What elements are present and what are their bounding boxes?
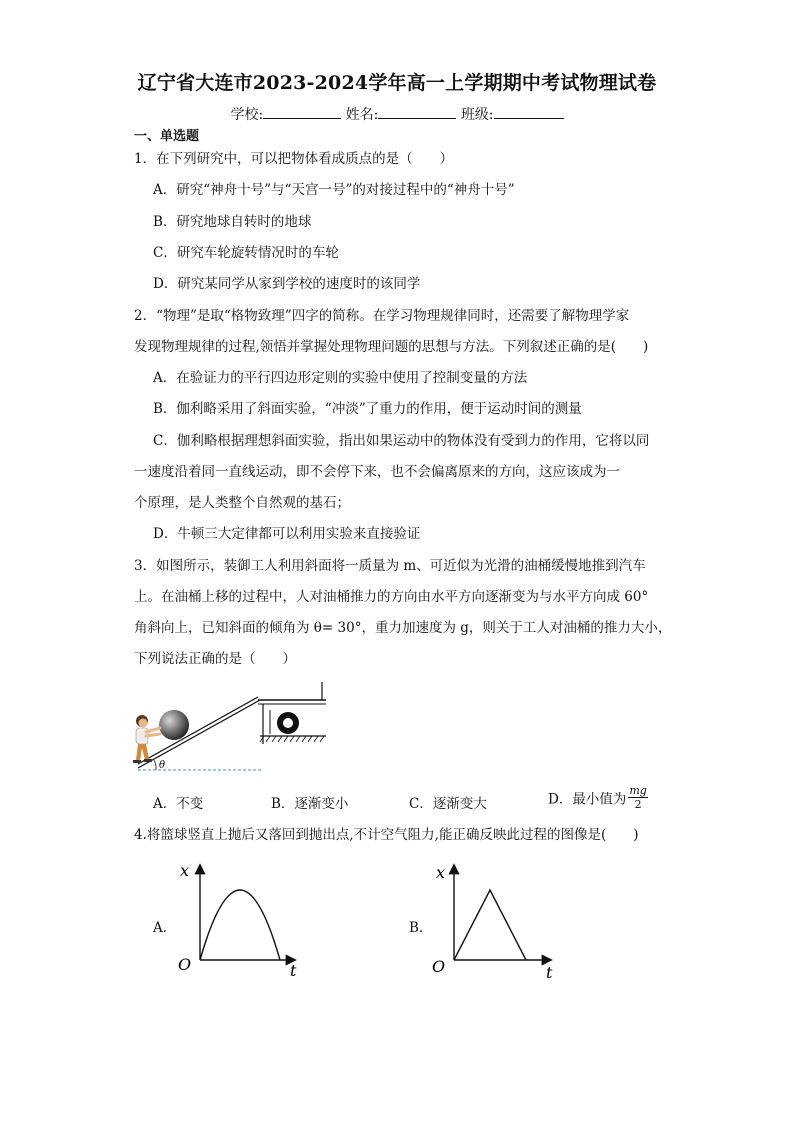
q4-graph-a [172, 858, 307, 983]
truck-wheel-hub [283, 718, 293, 728]
class-blank[interactable] [494, 104, 564, 119]
q3-stem-line-3: 角斜向上，已知斜面的倾角为 θ= 30°，重力加速度为 g，则关于工人对油桶的推力大小， [134, 620, 672, 636]
q2-option-d[interactable]: D．牛顿三大定律都可以利用实验来直接验证 [153, 526, 421, 542]
class-label: 班级: [460, 107, 494, 123]
q3-stem-line-4: 下列说法正确的是（ ） [134, 651, 296, 667]
worker-figure [133, 715, 160, 763]
q3-stem-line-2: 上。在油桶上移的过程中，人对油桶推力的方向由水平方向逐渐变为与水平方向成 60° [134, 589, 649, 605]
q4-stem: 4.将篮球竖直上抛后又落回到抛出点,不计空气阻力,能正确反映此过程的图像是( ) [134, 827, 639, 843]
school-blank[interactable] [263, 104, 341, 119]
graph-b-x-label: t [546, 963, 553, 982]
q2-stem-line-2: 发现物理规律的过程,领悟并掌握处理物理问题的思想与方法。下列叙述正确的是( ) [134, 339, 649, 355]
graph-b-y-label: x [436, 863, 446, 882]
q2-option-c-line-2: 一速度沿着同一直线运动，即不会停下来，也不会偏离原来的方向，这应该成为一 [134, 464, 620, 480]
name-label: 姓名: [345, 107, 379, 123]
name-blank[interactable] [378, 104, 456, 119]
q2-option-c-line-1[interactable]: C．伽利略根据理想斜面实验，指出如果运动中的物体没有受到力的作用，它将以同 [153, 433, 650, 449]
q3-option-c[interactable]: C．逐渐变大 [409, 796, 487, 812]
q1-option-c[interactable]: C．研究车轮旋转情况时的车轮 [153, 245, 339, 261]
angle-arc [154, 760, 156, 770]
truck-ground-hatching [260, 736, 324, 742]
q1-option-a[interactable]: A．研究“神舟十号”与“天宫一号”的对接过程中的“神舟十号” [153, 182, 515, 198]
q4-option-b-label[interactable]: B． [409, 920, 433, 936]
student-info-line [0, 104, 794, 124]
q4-option-a-label[interactable]: A． [153, 920, 177, 936]
q3-option-d-text: D．最小值为 [548, 791, 627, 808]
angle-theta-label: θ [159, 760, 166, 771]
graph-a-x-label: t [290, 961, 297, 980]
school-label: 学校: [230, 107, 264, 123]
q2-option-a[interactable]: A．在验证力的平行四边形定则的实验中使用了控制变量的方法 [153, 370, 528, 386]
graph-a-y-label: x [180, 861, 190, 880]
q3-option-d-fraction [628, 784, 647, 811]
fraction-numerator: mg [629, 784, 647, 797]
q3-incline-diagram [130, 678, 335, 778]
q2-option-b[interactable]: B．伽利略采用了斜面实验，“冲淡”了重力的作用，便于运动时间的测量 [153, 401, 582, 417]
graph-a-parabola-curve [200, 890, 280, 960]
q1-option-d[interactable]: D．研究某同学从家到学校的速度时的该同学 [153, 276, 421, 292]
q2-option-c-line-3: 个原理，是人类整个自然观的基石； [134, 495, 350, 511]
q3-stem-line-1: 3．如图所示，装御工人利用斜面将一质量为 m、可近似为光滑的油桶缓慢地推到汽车 [134, 558, 646, 574]
q2-stem-line-1: 2．“物理”是取“格物致理”四字的简称。在学习物理规律同时，还需要了解物理学家 [134, 308, 630, 324]
q4-graph-b [428, 858, 563, 983]
oil-barrel [159, 710, 189, 740]
page-title: 辽宁省大连市2023-2024学年高一上学期期中考试物理试卷 [137, 72, 657, 94]
graph-a-origin-label: O [178, 955, 192, 974]
fraction-denominator: 2 [634, 798, 642, 811]
section-title: 一、单选题 [134, 129, 200, 144]
graph-b-origin-label: O [432, 957, 446, 976]
graph-b-triangle-line [454, 890, 526, 960]
q1-stem: 1．在下列研究中，可以把物体看成质点的是（ ） [134, 151, 454, 167]
q3-option-b[interactable]: B．逐渐变小 [271, 796, 349, 812]
q3-option-a[interactable]: A．不变 [153, 796, 204, 812]
q3-option-d[interactable] [548, 784, 648, 811]
q1-option-b[interactable]: B．研究地球自转时的地球 [153, 214, 312, 230]
